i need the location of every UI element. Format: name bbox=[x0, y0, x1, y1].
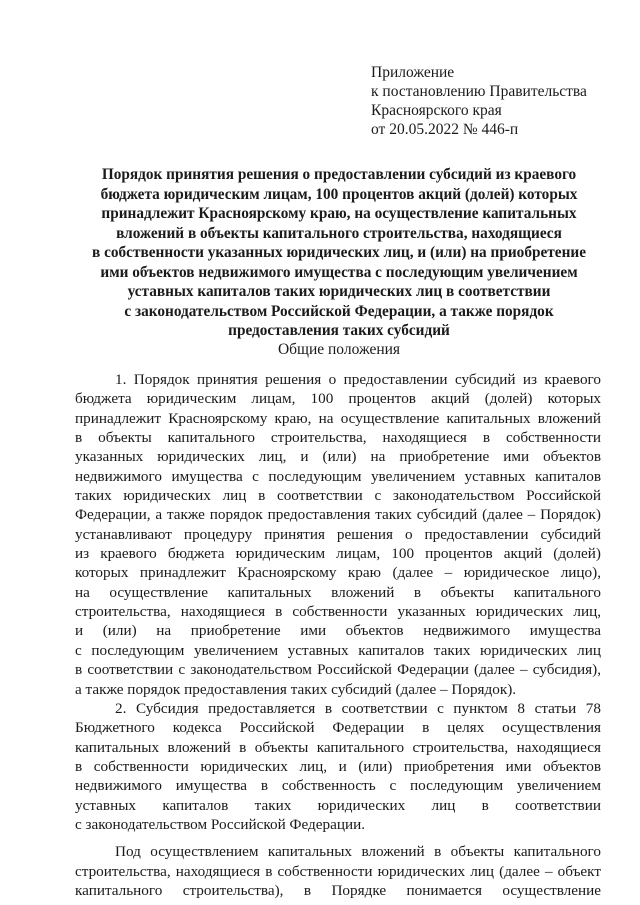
paragraph-2-line: 2. Субсидия предоставляется в соответствии с пунктом 8 статьи 78 bbox=[115, 699, 601, 717]
paragraph-1-line: в соответствии с законодательством Российской Федерации (далее – субсидия), bbox=[75, 661, 601, 679]
paragraph-2-line: с законодательством Российской Федерации. bbox=[75, 815, 366, 833]
document-title bbox=[76, 165, 602, 341]
paragraph-1-line: принадлежит Красноярскому краю, на осуществление капитальных вложений bbox=[75, 409, 601, 427]
paragraph-2-line: капитальных вложений в объекты капитального строительства, находящиеся bbox=[75, 738, 601, 756]
title-line: предоставления таких субсидий bbox=[228, 322, 450, 339]
title-line: в собственности указанных юридических лиц, и (или) на приобретение bbox=[92, 244, 586, 261]
paragraph-1-line: недвижимого имущества с последующим увеличением уставных капиталов bbox=[75, 467, 601, 485]
paragraph-2-line: уставных капиталов таких юридических лиц в соответствии bbox=[75, 796, 601, 814]
paragraph-2-line: недвижимого имущества в собственность с последующим увеличением bbox=[75, 777, 601, 795]
paragraph-1-line: указанных юридических лиц, и (или) на приобретение ими объектов bbox=[75, 448, 601, 466]
paragraph-3-line: Под осуществлением капитальных вложений в объекты капитального bbox=[115, 843, 601, 861]
paragraph-1-line: 1. Порядок принятия решения о предоставлении субсидий из краевого bbox=[115, 371, 601, 388]
paragraph-1-line: на осуществление капитальных вложений в объекты капитального bbox=[75, 583, 601, 601]
paragraph-1-line: в объекты капитального строительства, находящиеся в собственности bbox=[75, 429, 601, 447]
paragraph-1-line: и (или) на приобретение ими объектов недвижимого имущества bbox=[75, 622, 601, 640]
paragraph-1-line: строительства, находящиеся в собственности указанных юридических лиц, bbox=[75, 603, 601, 621]
document-body bbox=[75, 370, 601, 900]
paragraph-1-line: которых принадлежит Красноярскому краю (далее – юридическое лицо), bbox=[75, 564, 601, 582]
paragraph-1-line: Федерации, а также порядок предоставления таких субсидий (далее – Порядок) bbox=[75, 506, 601, 524]
appendix-line: от 20.05.2022 № 446-п bbox=[371, 121, 519, 138]
title-line: с законодательством Российской Федерации, а также порядок bbox=[124, 302, 554, 320]
appendix-block bbox=[371, 63, 621, 139]
paragraph-2-line: Бюджетного кодекса Российской Федерации в целях осуществления bbox=[75, 719, 601, 737]
paragraph-spacer bbox=[75, 834, 601, 842]
paragraph-1-line: устанавливают процедуру принятия решения о предоставлении субсидий bbox=[75, 525, 601, 543]
appendix-line: Красноярского края bbox=[371, 102, 502, 119]
title-line: уставных капиталов таких юридических лиц в соответствии bbox=[127, 283, 551, 300]
paragraph-3-line: строительства, находящиеся в собственности юридических лиц (далее – объект bbox=[75, 862, 601, 880]
title-line: вложений в объекты капитального строительства, находящиеся bbox=[116, 224, 562, 242]
title-line: Порядок принятия решения о предоставлении субсидий из краевого bbox=[101, 166, 577, 183]
appendix-line: Приложение bbox=[371, 64, 455, 81]
appendix-line: к постановлению Правительства bbox=[371, 83, 587, 100]
paragraph-2-line: в собственности юридических лиц, и (или) приобретения ими объектов bbox=[75, 757, 601, 775]
paragraph-1-line: с последующим увеличением уставных капиталов таких юридических лиц bbox=[75, 641, 601, 659]
title-line: ими объектов недвижимого имущества с последующим увеличением bbox=[100, 263, 578, 281]
paragraph-1-line: а также порядок предоставления таких субсидий (далее – Порядок). bbox=[75, 680, 517, 698]
section-heading: Общие положения bbox=[277, 341, 401, 358]
paragraph-3-line: капитального строительства), в Порядке понимается осуществление bbox=[75, 881, 601, 899]
paragraph-1-line: таких юридических лиц в соответствии с законодательством Российской bbox=[75, 487, 601, 505]
paragraph-1-line: бюджета юридическим лицам, 100 процентов акций (долей) которых bbox=[75, 390, 601, 408]
title-line: бюджета юридическим лицам, 100 процентов акций (долей) которых bbox=[100, 185, 578, 203]
paragraph-1-line: из краевого бюджета юридическим лицам, 100 процентов акций (долей) bbox=[75, 545, 601, 563]
title-line: принадлежит Красноярскому краю, на осуществление капитальных bbox=[101, 205, 577, 222]
